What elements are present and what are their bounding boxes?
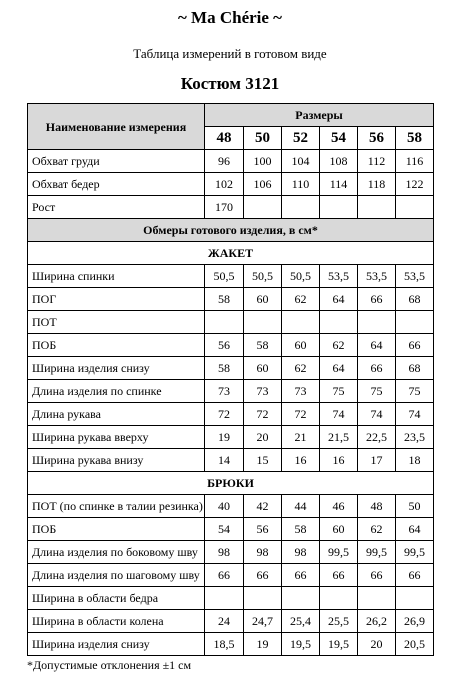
measurement-value: 58 xyxy=(205,357,244,380)
measurement-value: 114 xyxy=(320,173,358,196)
measurement-value: 58 xyxy=(244,334,282,357)
measurement-value xyxy=(282,311,320,334)
measurement-value: 116 xyxy=(396,150,434,173)
measurement-label: Ширина в области бедра xyxy=(28,587,205,610)
measurement-value: 74 xyxy=(396,403,434,426)
measurement-value: 24,7 xyxy=(244,610,282,633)
footnote: *Допустимые отклонения ±1 см xyxy=(27,658,192,672)
measurement-value: 73 xyxy=(282,380,320,403)
measurement-value xyxy=(396,196,434,219)
jacket-row xyxy=(28,449,434,472)
measurement-label: ПОБ xyxy=(28,334,205,357)
measurement-label: Ширина изделия снизу xyxy=(28,357,205,380)
jacket-row xyxy=(28,357,434,380)
pants-row xyxy=(28,610,434,633)
measurement-value: 16 xyxy=(282,449,320,472)
measurement-value xyxy=(282,196,320,219)
measurement-value: 108 xyxy=(320,150,358,173)
measurement-value: 98 xyxy=(282,541,320,564)
measurement-value: 66 xyxy=(320,564,358,587)
table-header-row xyxy=(28,104,434,127)
measurement-value: 72 xyxy=(244,403,282,426)
measurement-value: 72 xyxy=(205,403,244,426)
measurement-value: 21 xyxy=(282,426,320,449)
measurement-value: 19,5 xyxy=(282,633,320,656)
measurement-label: ПОТ xyxy=(28,311,205,334)
pants-row xyxy=(28,541,434,564)
page-subtitle: Таблица измерений в готовом виде xyxy=(133,46,327,61)
measurement-label: Рост xyxy=(28,196,205,219)
measurement-value xyxy=(358,196,396,219)
measurement-value: 66 xyxy=(396,334,434,357)
size-cell: 56 xyxy=(358,127,396,150)
measurement-value: 102 xyxy=(205,173,244,196)
pants-section-title: БРЮКИ xyxy=(28,472,434,495)
model-title: Костюм 3121 xyxy=(180,74,280,93)
jacket-row xyxy=(28,334,434,357)
measurement-value: 75 xyxy=(396,380,434,403)
measurement-value: 74 xyxy=(358,403,396,426)
measurement-value: 110 xyxy=(282,173,320,196)
jacket-row xyxy=(28,265,434,288)
measurement-value: 17 xyxy=(358,449,396,472)
pants-row xyxy=(28,633,434,656)
measurement-value xyxy=(358,587,396,610)
measurement-value: 64 xyxy=(320,357,358,380)
jacket-row xyxy=(28,426,434,449)
measurement-value: 64 xyxy=(358,334,396,357)
measurement-value xyxy=(396,311,434,334)
measurement-value: 50,5 xyxy=(244,265,282,288)
measurement-value: 60 xyxy=(244,288,282,311)
measurement-value: 58 xyxy=(205,288,244,311)
jacket-row xyxy=(28,403,434,426)
measurement-value: 75 xyxy=(358,380,396,403)
measurement-value: 18 xyxy=(396,449,434,472)
measurement-value: 62 xyxy=(282,357,320,380)
measurement-label: Длина изделия по боковому шву xyxy=(28,541,205,564)
measurement-value: 98 xyxy=(205,541,244,564)
pants-section-title-row xyxy=(28,472,434,495)
measurement-value: 42 xyxy=(244,495,282,518)
measurement-value: 20,5 xyxy=(396,633,434,656)
measurement-value: 25,4 xyxy=(282,610,320,633)
measurement-label: Длина изделия по спинке xyxy=(28,380,205,403)
measurement-value: 66 xyxy=(358,288,396,311)
measurement-label: Ширина в области колена xyxy=(28,610,205,633)
measurement-value: 26,2 xyxy=(358,610,396,633)
measurement-value: 26,9 xyxy=(396,610,434,633)
measurement-value: 50,5 xyxy=(282,265,320,288)
sizes-column-header: Размеры xyxy=(205,104,434,127)
measurement-label: Ширина рукава вверху xyxy=(28,426,205,449)
measurement-label: ПОБ xyxy=(28,518,205,541)
measurement-value: 99,5 xyxy=(358,541,396,564)
size-cell: 50 xyxy=(244,127,282,150)
size-cell: 48 xyxy=(205,127,244,150)
measurement-value: 64 xyxy=(396,518,434,541)
measurement-value: 21,5 xyxy=(320,426,358,449)
measurement-value: 106 xyxy=(244,173,282,196)
measurement-value: 62 xyxy=(282,288,320,311)
jacket-row xyxy=(28,380,434,403)
size-cell: 58 xyxy=(396,127,434,150)
finished-measurements-header-row xyxy=(28,219,434,242)
measurement-label: ПОТ (по спинке в талии резинка) xyxy=(28,495,205,518)
measurement-value: 24 xyxy=(205,610,244,633)
measurement-value xyxy=(205,311,244,334)
measurement-value xyxy=(244,587,282,610)
size-cell: 54 xyxy=(320,127,358,150)
measurement-value: 99,5 xyxy=(320,541,358,564)
measurement-value: 104 xyxy=(282,150,320,173)
measurement-value: 68 xyxy=(396,357,434,380)
measurement-value: 20 xyxy=(358,633,396,656)
measurement-value: 170 xyxy=(205,196,244,219)
measurement-value: 64 xyxy=(320,288,358,311)
jacket-section-title-row xyxy=(28,242,434,265)
measurement-value: 62 xyxy=(358,518,396,541)
measurement-value: 25,5 xyxy=(320,610,358,633)
measurement-value: 15 xyxy=(244,449,282,472)
measurement-value: 56 xyxy=(244,518,282,541)
measurement-value: 44 xyxy=(282,495,320,518)
measurement-label: Ширина изделия снизу xyxy=(28,633,205,656)
measurement-value: 56 xyxy=(205,334,244,357)
measurement-value: 53,5 xyxy=(358,265,396,288)
body-measurement-row xyxy=(28,196,434,219)
jacket-row xyxy=(28,288,434,311)
measurement-value: 60 xyxy=(282,334,320,357)
measurement-label: Длина изделия по шаговому шву xyxy=(28,564,205,587)
jacket-row xyxy=(28,311,434,334)
measurement-value: 62 xyxy=(320,334,358,357)
measurement-label: Ширина спинки xyxy=(28,265,205,288)
pants-row xyxy=(28,518,434,541)
measurement-value: 74 xyxy=(320,403,358,426)
measurement-label: Обхват бедер xyxy=(28,173,205,196)
measurement-value: 16 xyxy=(320,449,358,472)
measurement-value xyxy=(282,587,320,610)
finished-measurements-header: Обмеры готового изделия, в см* xyxy=(28,219,434,242)
measurement-value: 50,5 xyxy=(205,265,244,288)
measurement-value: 75 xyxy=(320,380,358,403)
measurement-value: 98 xyxy=(244,541,282,564)
pants-row xyxy=(28,495,434,518)
measurement-value: 20 xyxy=(244,426,282,449)
jacket-section-title: ЖАКЕТ xyxy=(28,242,434,265)
measurement-label: Ширина рукава внизу xyxy=(28,449,205,472)
measurement-value: 53,5 xyxy=(320,265,358,288)
measurement-value: 23,5 xyxy=(396,426,434,449)
measurement-value xyxy=(320,587,358,610)
brand-title: ~ Ma Chérie ~ xyxy=(177,8,283,27)
measurement-value: 22,5 xyxy=(358,426,396,449)
measurement-value: 72 xyxy=(282,403,320,426)
measurement-value: 96 xyxy=(205,150,244,173)
measurement-value: 66 xyxy=(358,357,396,380)
measurement-value: 66 xyxy=(396,564,434,587)
measurement-value: 19 xyxy=(244,633,282,656)
measurement-value: 118 xyxy=(358,173,396,196)
pants-row xyxy=(28,564,434,587)
measurement-value: 66 xyxy=(358,564,396,587)
measurement-value: 99,5 xyxy=(396,541,434,564)
size-cell: 52 xyxy=(282,127,320,150)
measurement-value: 53,5 xyxy=(396,265,434,288)
measurement-value xyxy=(244,196,282,219)
measurement-value: 73 xyxy=(244,380,282,403)
pants-row xyxy=(28,587,434,610)
measurement-value: 66 xyxy=(282,564,320,587)
measurement-label: Обхват груди xyxy=(28,150,205,173)
measurement-value: 18,5 xyxy=(205,633,244,656)
measurement-value: 68 xyxy=(396,288,434,311)
measurement-label: Длина рукава xyxy=(28,403,205,426)
measurement-value: 66 xyxy=(244,564,282,587)
measurement-value xyxy=(396,587,434,610)
measurement-value: 60 xyxy=(244,357,282,380)
measurement-value: 60 xyxy=(320,518,358,541)
measurement-value xyxy=(320,196,358,219)
measurement-value: 54 xyxy=(205,518,244,541)
measurement-value: 73 xyxy=(205,380,244,403)
measurement-value: 40 xyxy=(205,495,244,518)
measurement-value: 19 xyxy=(205,426,244,449)
measurement-value: 58 xyxy=(282,518,320,541)
body-measurement-row xyxy=(28,173,434,196)
measurement-value: 66 xyxy=(205,564,244,587)
measurement-label: ПОГ xyxy=(28,288,205,311)
measurement-value: 50 xyxy=(396,495,434,518)
measurement-value: 19,5 xyxy=(320,633,358,656)
measurement-value xyxy=(358,311,396,334)
measurement-value: 46 xyxy=(320,495,358,518)
name-column-header: Наименование измерения xyxy=(28,104,205,150)
measurement-value: 14 xyxy=(205,449,244,472)
measurement-value: 48 xyxy=(358,495,396,518)
measurement-value xyxy=(205,587,244,610)
measurements-table xyxy=(27,103,434,656)
body-measurement-row xyxy=(28,150,434,173)
measurement-value: 112 xyxy=(358,150,396,173)
measurement-value: 122 xyxy=(396,173,434,196)
measurement-value xyxy=(244,311,282,334)
measurement-value xyxy=(320,311,358,334)
measurement-value: 100 xyxy=(244,150,282,173)
